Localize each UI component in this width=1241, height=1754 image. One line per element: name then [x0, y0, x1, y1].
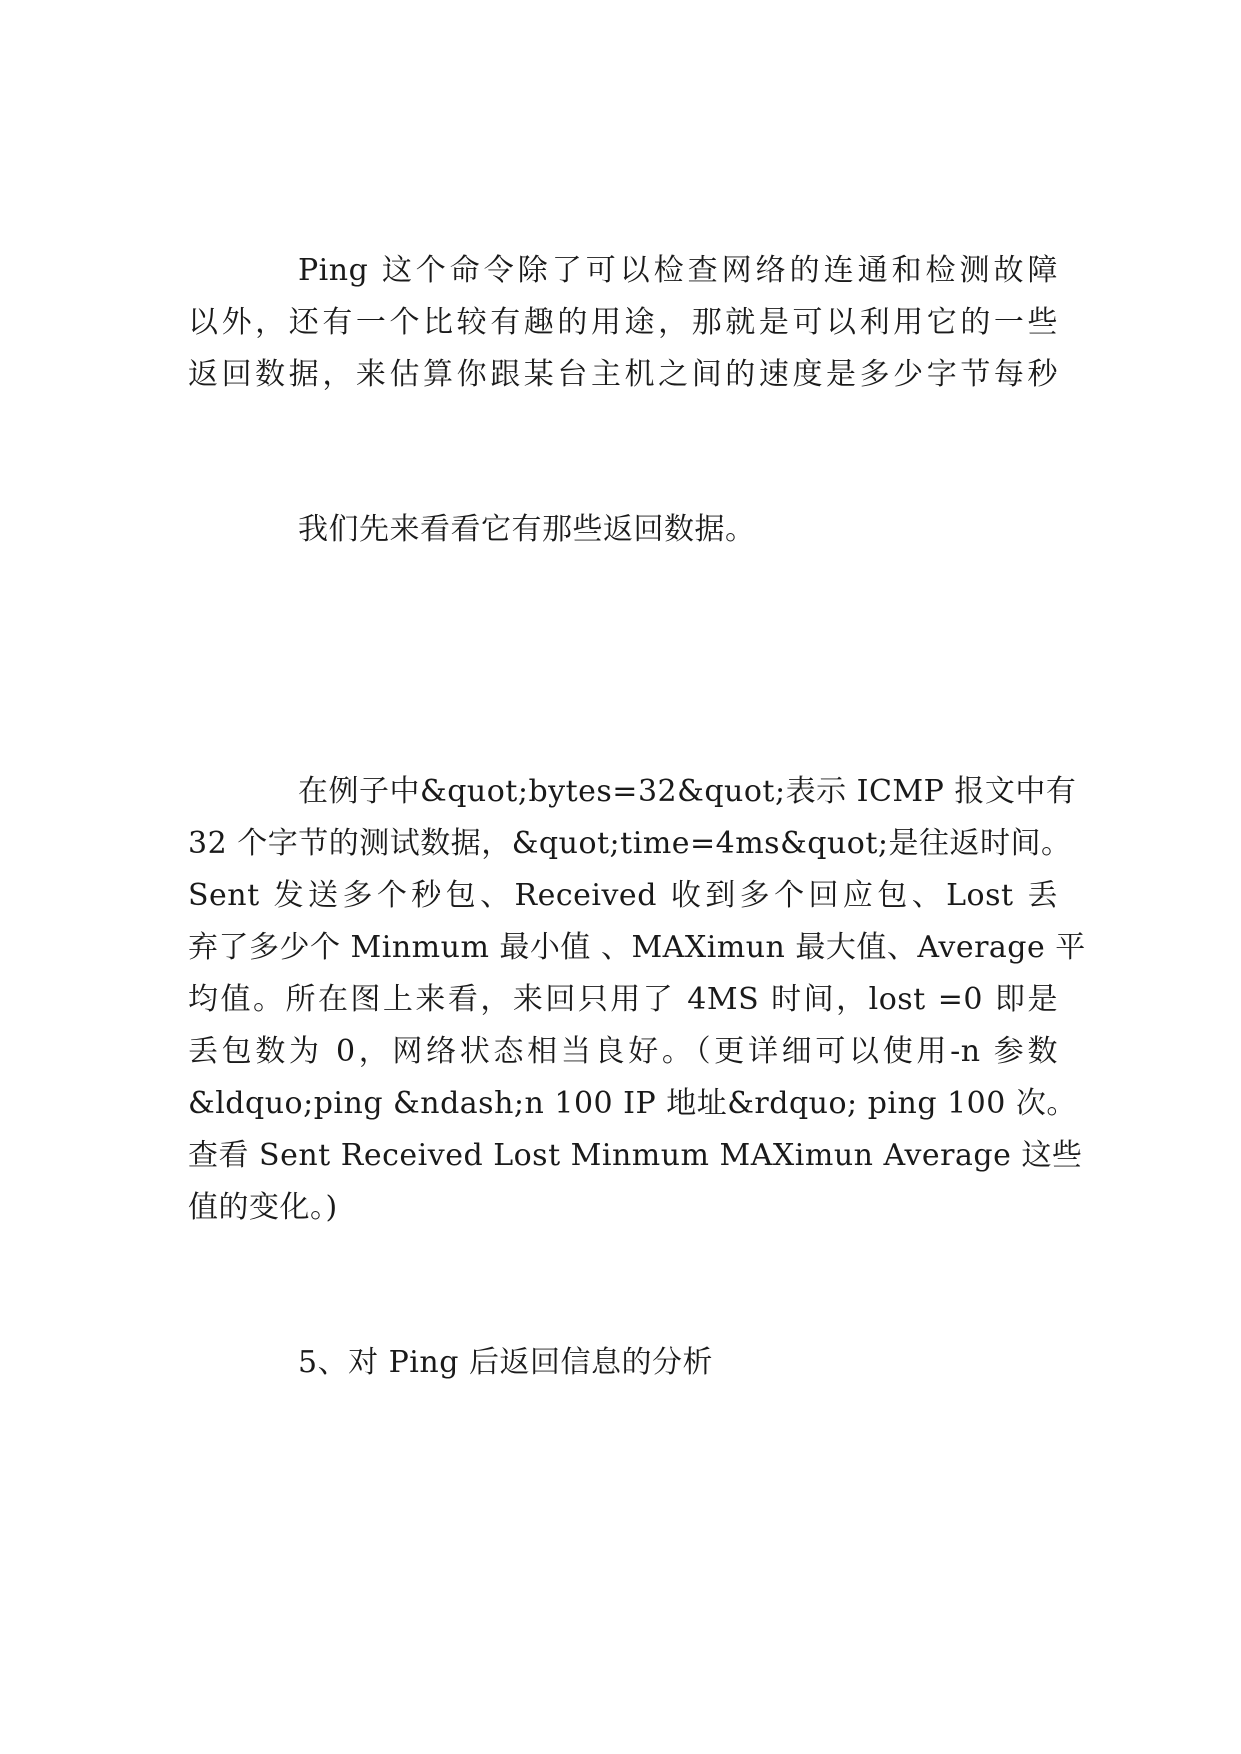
paragraph-3-line-3: Sent 发送多个秒包、Received 收到多个回应包、Lost 丢: [188, 878, 1058, 913]
paragraph-3-line-6: 丢包数为 0，网络状态相当良好。（更详细可以使用-n 参数: [188, 1034, 1058, 1069]
paragraph-1-line-3: 返回数据，来估算你跟某台主机之间的速度是多少字节每秒: [188, 357, 1058, 392]
paragraph-3-line-1: 在例子中&quot;bytes=32&quot;表示 ICMP 报文中有: [298, 774, 1077, 809]
paragraph-3-line-2: 32 个字节的测试数据，&quot;time=4ms&quot;是往返时间。: [188, 826, 1072, 861]
paragraph-3-line-8: 查看 Sent Received Lost Minmum MAXimun Average 这些: [188, 1138, 1083, 1173]
paragraph-1-line-1: Ping 这个命令除了可以检查网络的连通和检测故障: [298, 253, 1058, 288]
paragraph-1-line-2: 以外，还有一个比较有趣的用途，那就是可以利用它的一些: [188, 305, 1058, 340]
paragraph-3-line-7: &ldquo;ping &ndash;n 100 IP 地址&rdquo; ping 100 次。: [188, 1086, 1077, 1121]
paragraph-3-line-5: 均值。所在图上来看，来回只用了 4MS 时间，lost =0 即是: [188, 982, 1058, 1017]
paragraph-3-line-4: 弃了多少个 Minmum 最小值 、MAXimun 最大值、Average 平: [188, 930, 1086, 965]
paragraph-2-line-1: 我们先来看看它有那些返回数据。: [298, 512, 756, 547]
section-heading-5: 5、对 Ping 后返回信息的分析: [298, 1345, 713, 1380]
paragraph-3-line-9: 值的变化。): [188, 1190, 338, 1225]
